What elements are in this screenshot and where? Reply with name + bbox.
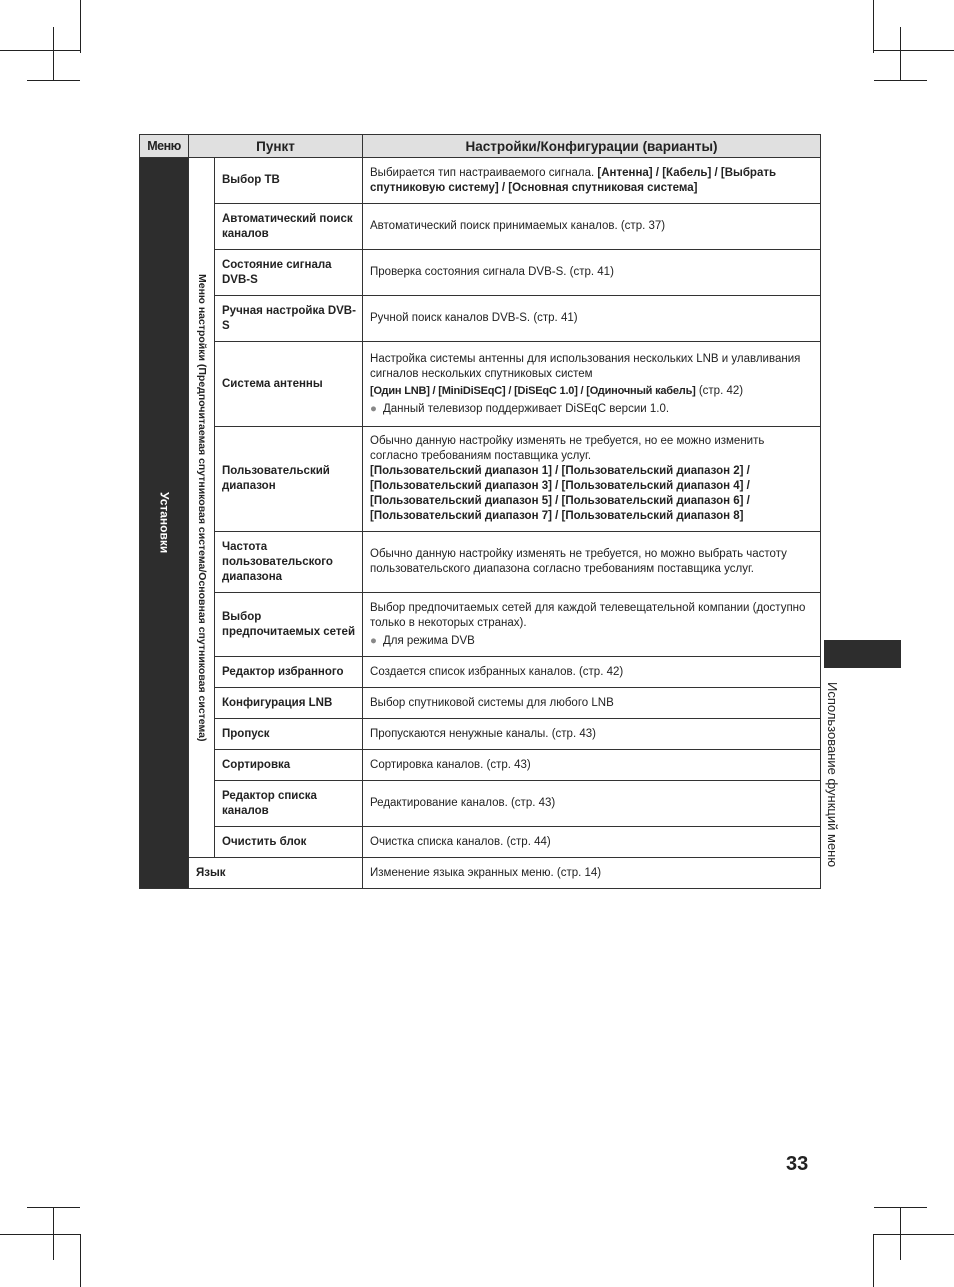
crop-mark	[874, 1234, 954, 1235]
crop-mark	[874, 80, 927, 81]
description-options: [Антенна] / [Кабель] / [Выбрать спутниковую систему] / [Основная спутниковая система]	[370, 166, 777, 194]
description-options: [Один LNB] / [MiniDiSEqC] / [DiSEqC 1.0] / [Одиночный кабель]	[370, 384, 696, 397]
bullet-icon: ●	[370, 634, 377, 647]
item-description: Обычно данную настройку изменять не требуется, но можно выбрать частоту пользовательского диапазона согласно требованиям поставщика услуг.	[363, 532, 821, 593]
section-label: Установки	[157, 492, 172, 554]
item-name: Очистить блок	[215, 827, 363, 858]
item-name: Редактор списка каналов	[215, 781, 363, 827]
crop-mark	[873, 0, 874, 53]
item-name: Автоматический поиск каналов	[215, 204, 363, 250]
item-description: Редактирование каналов. (стр. 43)	[363, 781, 821, 827]
item-description: Пропускаются ненужные каналы. (стр. 43)	[363, 719, 821, 750]
item-description: Очистка списка каналов. (стр. 44)	[363, 827, 821, 858]
table-row	[140, 750, 821, 781]
item-name: Ручная настройка DVB-S	[215, 296, 363, 342]
bullet-text: Для режима DVB	[382, 634, 475, 647]
description-option-line: [Пользовательский диапазон 1] / [Пользовательский диапазон 2] /	[370, 465, 750, 477]
item-name: Пользовательский диапазон	[215, 427, 363, 532]
table-row	[140, 158, 821, 204]
item-description	[363, 593, 821, 657]
chapter-tab	[824, 640, 901, 668]
crop-mark	[900, 1207, 901, 1260]
item-name: Конфигурация LNB	[215, 688, 363, 719]
crop-mark	[0, 1234, 80, 1235]
table-row	[140, 296, 821, 342]
item-description	[363, 427, 821, 532]
table-row	[140, 532, 821, 593]
table-row	[140, 427, 821, 532]
item-description: Проверка состояния сигнала DVB-S. (стр. 41)	[363, 250, 821, 296]
item-name: Пропуск	[215, 719, 363, 750]
item-description: Создается список избранных каналов. (стр. 42)	[363, 657, 821, 688]
item-description: Изменение языка экранных меню. (стр. 14)	[363, 858, 821, 889]
table-row	[140, 593, 821, 657]
item-name: Состояние сигнала DVB-S	[215, 250, 363, 296]
item-description: Ручной поиск каналов DVB-S. (стр. 41)	[363, 296, 821, 342]
header-settings: Настройки/Конфигурации (варианты)	[363, 135, 821, 158]
bullet-icon: ●	[370, 402, 377, 415]
crop-mark	[27, 1207, 80, 1208]
bullet-note	[370, 402, 813, 417]
item-name: Частота пользовательского диапазона	[215, 532, 363, 593]
description-option-line: [Пользовательский диапазон 7] / [Пользовательский диапазон 8]	[370, 510, 744, 522]
table-row	[140, 204, 821, 250]
chapter-label: Использование функций меню	[825, 682, 840, 868]
item-description	[363, 158, 821, 204]
header-menu: Меню	[140, 135, 189, 158]
description-text: Выбирается тип настраиваемого сигнала.	[370, 166, 598, 179]
header-item: Пункт	[189, 135, 363, 158]
bullet-text: Данный телевизор поддерживает DiSEqC версии 1.0.	[382, 402, 670, 415]
settings-menu-table	[139, 134, 821, 889]
crop-mark	[874, 50, 954, 51]
crop-mark	[874, 1207, 927, 1208]
subsection-label: Меню настройки (Предпочитаемая спутниковая система/Основная спутниковая система)	[196, 273, 208, 742]
item-description	[363, 342, 821, 427]
table-row	[140, 250, 821, 296]
table-row-language	[140, 858, 821, 889]
section-cell	[140, 158, 189, 889]
table-row	[140, 781, 821, 827]
crop-mark	[53, 1207, 54, 1260]
item-description: Сортировка каналов. (стр. 43)	[363, 750, 821, 781]
item-name: Язык	[189, 858, 363, 889]
table-row	[140, 827, 821, 858]
crop-mark	[0, 50, 80, 51]
page-number: 33	[786, 1153, 809, 1175]
table-row	[140, 657, 821, 688]
crop-mark	[80, 1234, 81, 1287]
description-text: Настройка системы антенны для использования нескольких LNB и улавливания сигналов нескольких спутниковых систем	[370, 352, 801, 380]
bullet-note	[370, 634, 813, 649]
page-reference: (стр. 42)	[695, 384, 744, 397]
subsection-cell	[189, 158, 215, 858]
crop-mark	[873, 1234, 874, 1287]
crop-mark	[80, 0, 81, 53]
description-option-line: [Пользовательский диапазон 3] / [Пользовательский диапазон 4] /	[370, 480, 750, 492]
table-row	[140, 688, 821, 719]
table-row	[140, 342, 821, 427]
table-row	[140, 719, 821, 750]
item-description: Автоматический поиск принимаемых каналов. (стр. 37)	[363, 204, 821, 250]
table-header-row	[140, 135, 821, 158]
item-name: Выбор предпочитаемых сетей	[215, 593, 363, 657]
description-text: Обычно данную настройку изменять не требуется, но ее можно изменить согласно требованиям поставщика услуг.	[370, 435, 765, 462]
item-description: Выбор спутниковой системы для любого LNB	[363, 688, 821, 719]
description-option-line: [Пользовательский диапазон 5] / [Пользовательский диапазон 6] /	[370, 495, 750, 507]
crop-mark	[900, 27, 901, 80]
item-name: Сортировка	[215, 750, 363, 781]
crop-mark	[53, 27, 54, 80]
item-name: Редактор избранного	[215, 657, 363, 688]
crop-mark	[27, 80, 80, 81]
item-name: Система антенны	[215, 342, 363, 427]
item-name: Выбор ТВ	[215, 158, 363, 204]
description-text: Выбор предпочитаемых сетей для каждой телевещательной компании (доступно только в некоторых странах).	[370, 601, 806, 629]
